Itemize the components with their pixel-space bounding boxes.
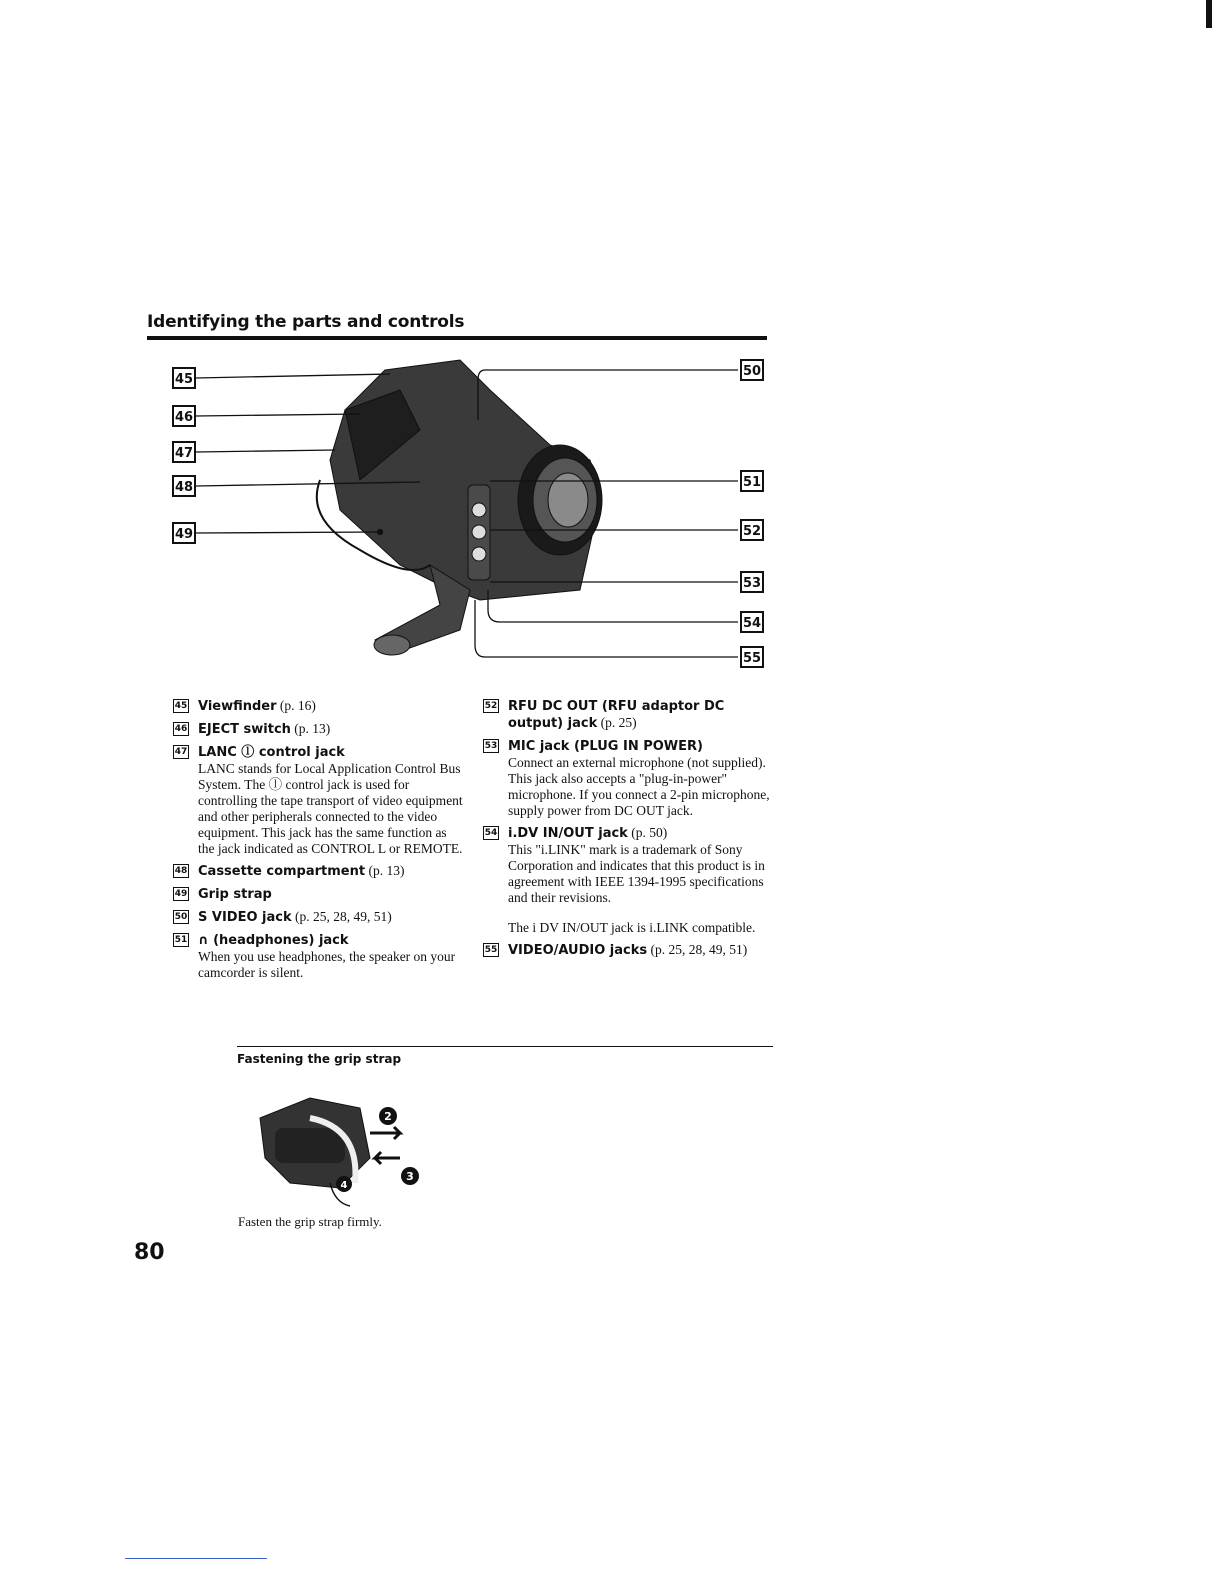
illustration-caption: Fasten the grip strap firmly. [238,1214,382,1229]
item-number: 47 [174,747,188,757]
item-title: EJECT switch [198,722,291,737]
list-item [173,721,463,738]
callout-49: 49 [172,522,196,544]
item-page-ref: (p. 13) [290,721,331,736]
item-number: 49 [174,889,188,899]
item-title: LANC ⓛ control jack [198,745,345,760]
item-title: Cassette compartment [198,864,366,879]
item-number: 48 [174,866,188,876]
item-description: Connect an external microphone (not supplied). This jack also accepts a "plug-in-power" microphone. If you connect a 2-pin microphone, supply power from DC OUT jack. [508,755,770,818]
item-title: Grip strap [198,887,272,902]
item-note: The i DV IN/OUT jack is i.LINK compatible. [508,920,756,935]
camcorder-illustration [330,360,602,655]
item-description: When you use headphones, the speaker on your camcorder is silent. [198,949,456,980]
callout-53: 53 [740,571,764,593]
item-title: ∩ (headphones) jack [198,933,349,948]
list-item [173,863,463,880]
bottom-underline [125,1558,267,1559]
item-title: RFU DC OUT (RFU adaptor DC output) jack [508,699,725,731]
item-title: VIDEO/AUDIO jacks [508,943,648,958]
item-title: i.DV IN/OUT jack [508,826,628,841]
item-title: MIC jack (PLUG IN POWER) [508,739,703,754]
item-number: 52 [484,701,498,711]
parts-list-right [483,698,773,965]
sub-heading: Fastening the grip strap [237,1052,402,1066]
list-item [173,886,463,903]
item-number: 54 [484,828,498,838]
item-number: 53 [484,741,498,751]
callout-45: 45 [172,367,196,389]
list-item [173,744,463,857]
parts-list-left [173,698,463,987]
step-3-mark: 3 [406,1170,414,1183]
list-item [483,738,773,819]
item-page-ref: (p. 25) [597,715,637,730]
item-title: S VIDEO jack [198,910,292,925]
item-title: Viewfinder [198,699,277,714]
item-number: 51 [174,935,188,945]
grip-strap-illustration [250,1088,420,1208]
list-item [173,909,463,926]
item-page-ref: (p. 25, 28, 49, 51) [647,942,748,957]
callout-47: 47 [172,441,196,463]
callout-50: 50 [740,359,764,381]
list-item [173,932,463,981]
item-page-ref: (p. 25, 28, 49, 51) [291,909,392,924]
section-divider [237,1046,773,1047]
item-number: 45 [174,701,188,711]
corner-registration-mark [1206,0,1212,28]
item-page-ref: (p. 13) [365,863,405,878]
list-item [483,942,773,959]
item-description: LANC stands for Local Application Control Bus System. The ⓛ control jack is used for controlling the tape transport of video equipment and other peripherals connected to the video equipment. This jack has the same function as the jack indicated as CONTROL L or REMOTE. [198,761,463,856]
item-number: 55 [484,945,498,955]
callout-46: 46 [172,405,196,427]
item-number: 50 [174,912,188,922]
item-page-ref: (p. 50) [627,825,668,840]
step-2-mark: 2 [384,1110,392,1123]
heading-rule [147,336,767,340]
list-item [483,698,773,732]
step-4-mark: 4 [340,1180,348,1191]
section-heading: Identifying the parts and controls [147,312,465,332]
camcorder-diagram [160,350,775,670]
item-description: This "i.LINK" mark is a trademark of Sony Corporation and indicates that this product is in agreement with IEEE 1394-1995 specifications and their revisions. [508,842,765,905]
callout-51: 51 [740,470,764,492]
list-item [173,698,463,715]
item-number: 46 [174,724,188,734]
callout-52: 52 [740,519,764,541]
callout-48: 48 [172,475,196,497]
callout-55: 55 [740,646,764,668]
callout-54: 54 [740,611,764,633]
list-item [483,825,773,936]
item-page-ref: (p. 16) [276,698,316,713]
page-number: 80 [134,1240,165,1265]
